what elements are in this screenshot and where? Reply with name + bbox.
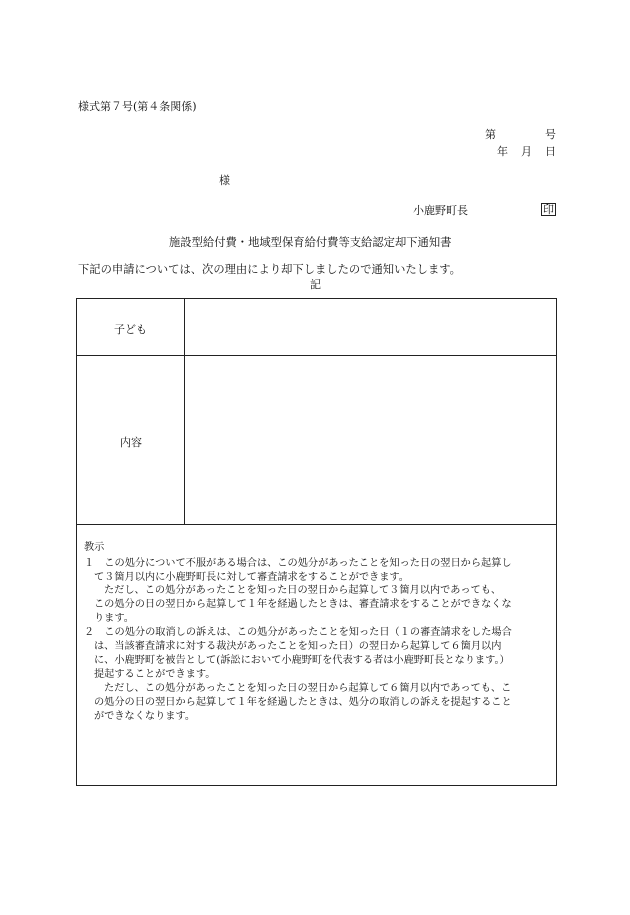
document-title: 施設型給付費・地域型保育給付費等支給認定却下通知書 [169,236,452,249]
number-prefix: 第 [485,128,496,141]
notice-line: ります。 [94,613,134,624]
child-label: 子ども [114,323,147,336]
notice-line: の処分の日の翌日から起算して１年を経過したときは、処分の取消しの訴えを提起すること [94,697,512,708]
addressee-suffix: 様 [219,174,230,187]
ki-label: 記 [310,278,321,291]
issuer-name: 小鹿野町長 [413,204,468,217]
content-label: 内容 [120,436,142,449]
notice-line: ができなくなります。 [94,711,196,722]
table-row-divider-1 [76,355,557,356]
notice-line: に、小鹿野町を被告として(訴訟において小鹿野町を代表する者は小鹿野町長となります。） [94,655,510,666]
notice-line: て３箇月以内に小鹿野町長に対して審査請求をすることができます。 [94,572,409,583]
date-year-label: 年 [497,145,508,158]
notice-line: この処分の日の翌日から起算して１年を経過したときは、審査請求をすることができなくな [94,599,512,610]
table-column-divider [184,298,185,525]
notice-line: ただし、この処分があったことを知った日の翌日から起算して６箇月以内であっても、こ [104,683,512,694]
form-label: 様式第７号(第４条関係) [78,100,197,113]
number-suffix: 号 [545,128,556,141]
notice-heading: 教示 [84,542,105,553]
notice-line: ただし、この処分があったことを知った日の翌日から起算して３箇月以内であっても、 [104,585,502,596]
notice-line: １ この処分について不服がある場合は、この処分があったことを知った日の翌日から起算し [84,558,512,569]
table-row-divider-2 [76,524,557,525]
date-day-label: 日 [545,145,556,158]
notice-line: は、当該審査請求に対する裁決があったことを知った日）の翌日から起算して６箇月以内 [94,641,502,652]
notice-line: 提起することができます。 [94,669,216,680]
intro-text: 下記の申請については、次の理由により却下しましたので通知いたします。 [78,263,461,276]
seal-mark: 印 [543,203,554,216]
notice-line: ２ この処分の取消しの訴えは、この処分があったことを知った日（１の審査請求をした場合 [84,627,512,638]
date-month-label: 月 [521,145,532,158]
